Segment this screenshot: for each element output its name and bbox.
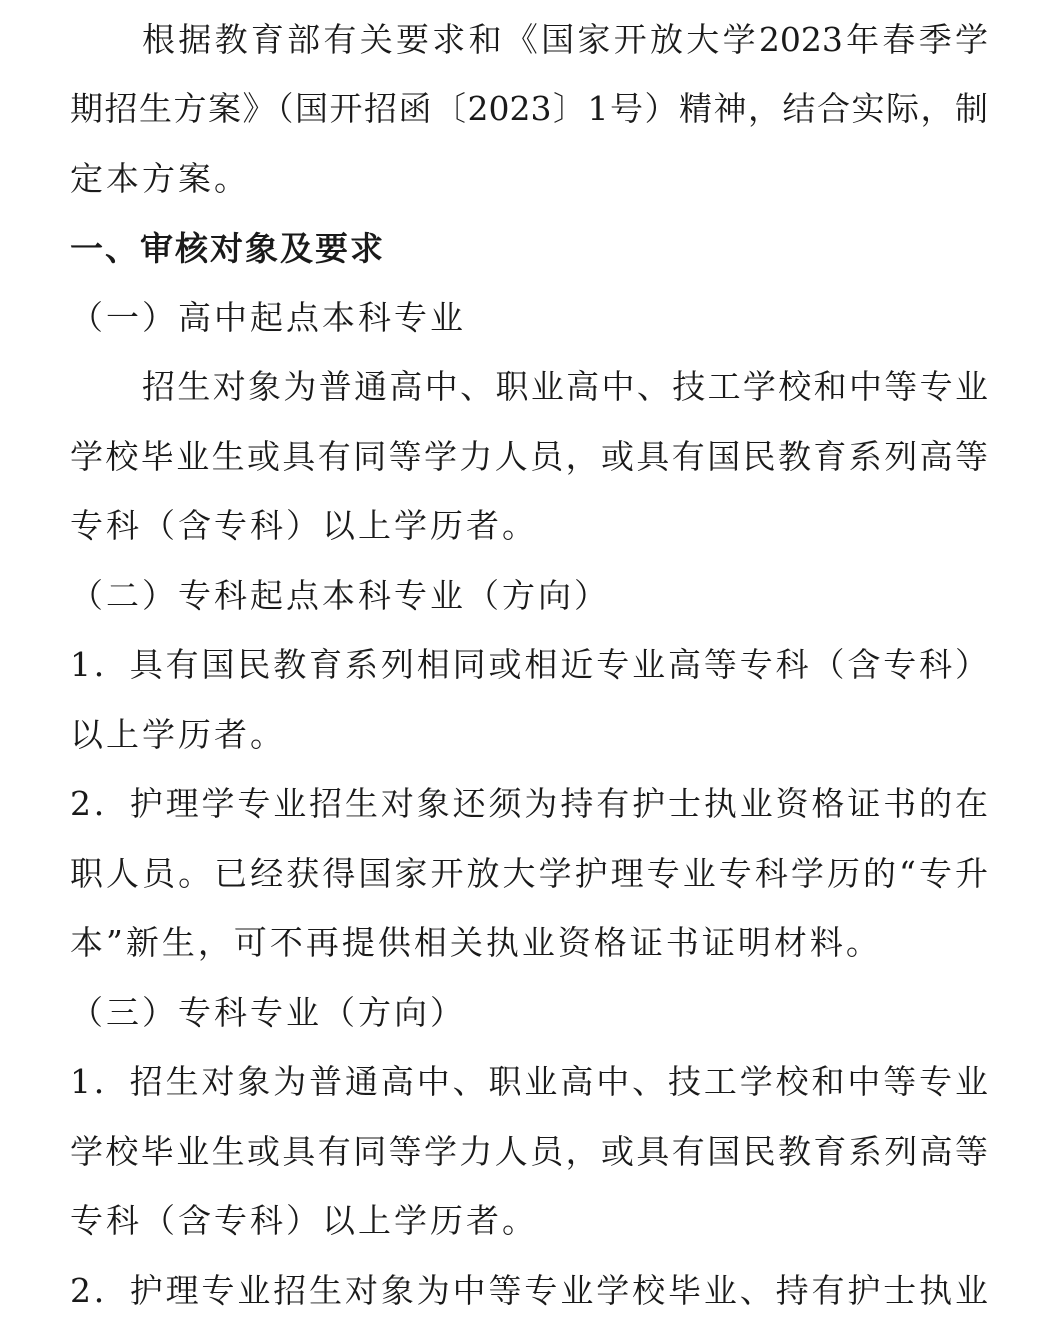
sub2-item2-line-3: 本”新生，可不再提供相关执业资格证书证明材料。 xyxy=(70,923,882,962)
sub2-item2-line-1: 2．护理学专业招生对象还须为持有护士执业资格证书的在 xyxy=(70,784,988,823)
sub1-line-2: 学校毕业生或具有同等学力人员，或具有国民教育系列高等 xyxy=(70,437,988,476)
intro-line-2: 期招生方案》（国开招函〔2023〕1号）精神，结合实际，制 xyxy=(70,89,988,128)
sub3-item1-line-3: 专科（含专科）以上学历者。 xyxy=(70,1201,538,1240)
sub2-item1-line-1: 1．具有国民教育系列相同或相近专业高等专科（含专科） xyxy=(70,645,988,684)
sub3-item2-line-1: 2．护理专业招生对象为中等专业学校毕业、持有护士执业 xyxy=(70,1271,988,1310)
sub3-item1-line-1: 1．招生对象为普通高中、职业高中、技工学校和中等专业 xyxy=(70,1062,988,1101)
intro-line-1: 根据教育部有关要求和《国家开放大学2023年春季学 xyxy=(142,20,988,59)
sub2-item1-line-2: 以上学历者。 xyxy=(70,715,286,754)
sub2-item2-line-2: 职人员。已经获得国家开放大学护理专业专科学历的“专升 xyxy=(70,854,988,893)
section-heading: 一、审核对象及要求 xyxy=(70,229,385,268)
subsection-heading-2: （二）专科起点本科专业（方向） xyxy=(70,576,610,615)
sub1-line-1: 招生对象为普通高中、职业高中、技工学校和中等专业 xyxy=(142,367,988,406)
sub3-item1-line-2: 学校毕业生或具有同等学力人员，或具有国民教育系列高等 xyxy=(70,1132,988,1171)
subsection-heading-1: （一）高中起点本科专业 xyxy=(70,298,466,337)
subsection-heading-3: （三）专科专业（方向） xyxy=(70,993,466,1032)
intro-line-3: 定本方案。 xyxy=(70,159,250,198)
sub1-line-3: 专科（含专科）以上学历者。 xyxy=(70,506,538,545)
